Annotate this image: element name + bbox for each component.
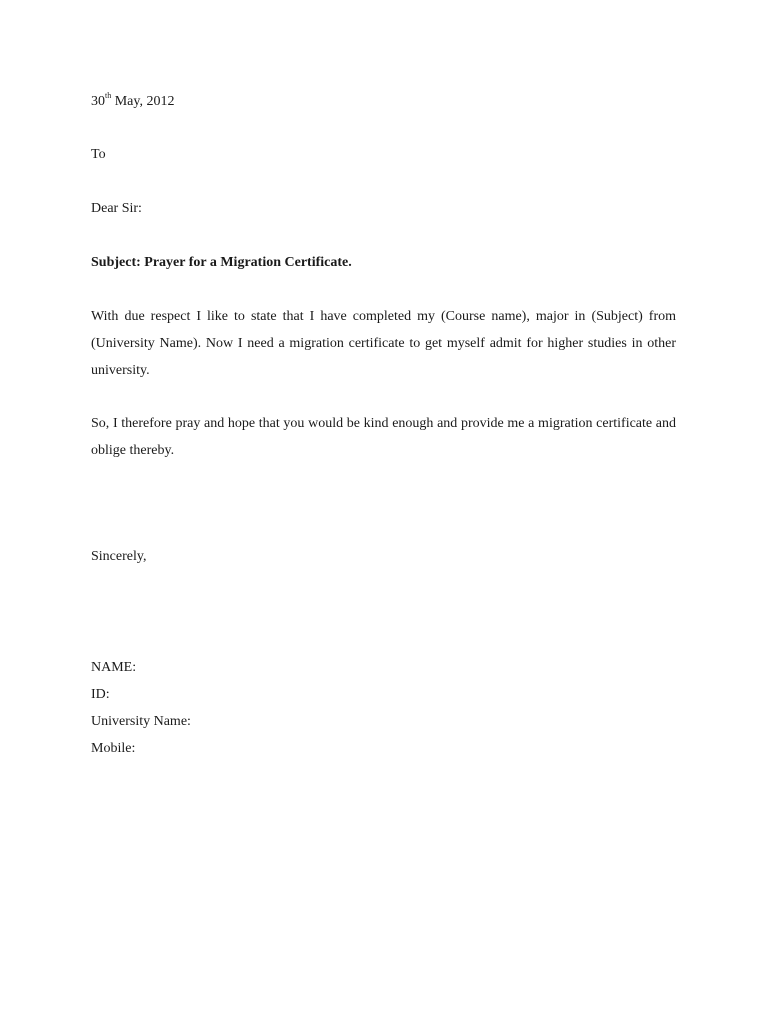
university-name-field: University Name:	[91, 714, 191, 729]
signature-fields	[91, 654, 191, 762]
closing: Sincerely,	[91, 549, 147, 564]
date-month-year: May, 2012	[111, 94, 175, 109]
body-paragraph-2: So, I therefore pray and hope that you would be kind enough and provide me a migration certificate and oblige thereby.	[91, 416, 676, 458]
mobile-field: Mobile:	[91, 741, 136, 756]
recipient-line: To	[91, 147, 106, 162]
salutation: Dear Sir:	[91, 201, 142, 216]
id-field: ID:	[91, 687, 110, 702]
date-day: 30	[91, 94, 105, 109]
date-day-suffix: th	[105, 91, 112, 101]
body-paragraph-1: With due respect I like to state that I have completed my (Course name), major in (Subject) from (University Name). Now I need a migration certificate to get myself admit for higher studies in other university.	[91, 309, 676, 378]
subject-line: Subject: Prayer for a Migration Certificate.	[91, 255, 352, 270]
name-field: NAME:	[91, 660, 137, 675]
letter-date	[91, 93, 175, 111]
